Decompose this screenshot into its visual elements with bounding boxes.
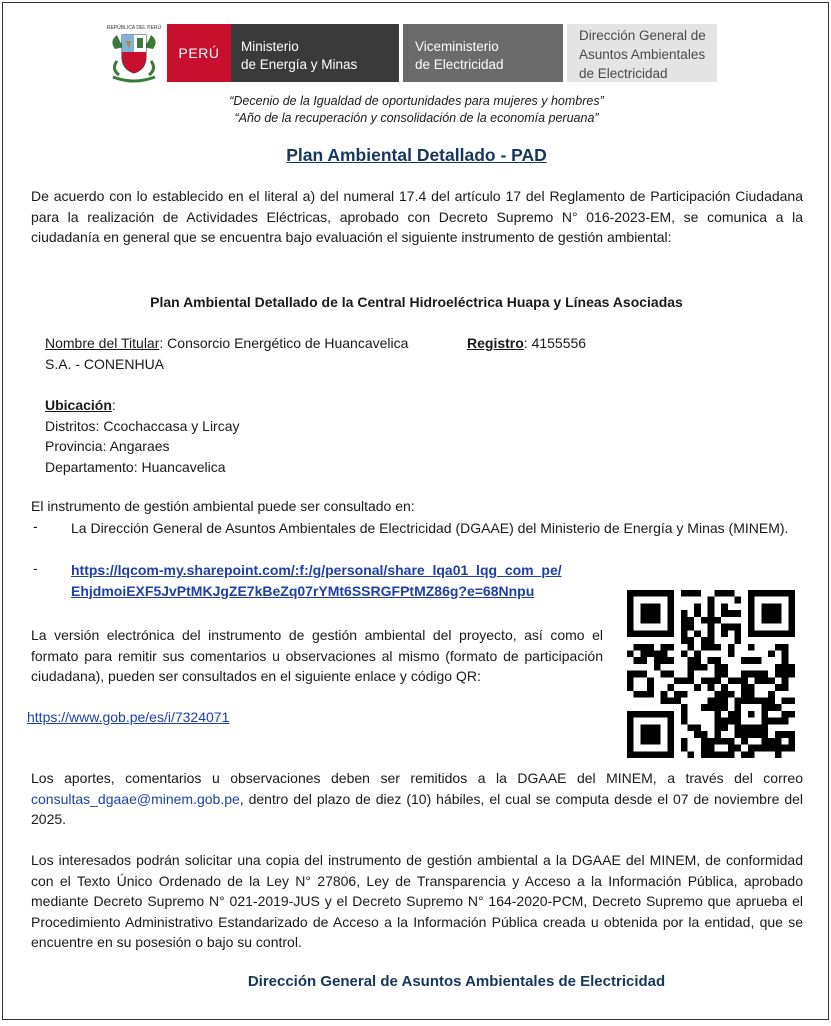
titular-value-2: S.A. - CONENHUA <box>45 355 165 372</box>
titular-value-1: Consorcio Energético de Huancavelica <box>167 335 409 351</box>
slogan-1: “Decenio de la Igualdad de oportunidades para mujeres y hombres” <box>229 94 604 108</box>
aportes-text-2: , dentro del plazo de diez (10) hábiles, el cual se computa desde el 07 de noviembre del 2025. <box>31 790 803 827</box>
gob-link[interactable]: https://www.gob.pe/es/i/7324071 <box>27 709 230 725</box>
peru-label: PERÚ <box>167 24 231 82</box>
vice-line2: de Electricidad <box>415 57 504 72</box>
header <box>105 21 717 85</box>
viceministry-block <box>403 24 563 82</box>
consult-item-1: La Dirección General de Asuntos Ambientales de Electricidad (DGAAE) del Ministerio de Energía y Minas (MINEM). <box>71 520 789 536</box>
registro-block: Registro: 4155556 <box>467 335 587 351</box>
electronic-paragraph: La versión electrónica del instrumento de gestión ambiental del proyecto, así como el formato para remitir sus comentarios u observaciones al mismo (formato de participación ciudadana), pueden ser consultados en el siguiente enlace y código QR: <box>31 627 603 684</box>
sharepoint-link-line2: EhjdmoiEXF5JvPtMKJgZE7kBeZq07rYMt6SSRGFPtMZ86g?e=68Nnpu <box>71 582 535 599</box>
dg-line1: Dirección General de <box>579 28 706 43</box>
ubicacion-block: Ubicación: Distritos: Ccochaccasa y Lircay Provincia: Angaraes Departamento: Huancavelica <box>45 397 240 475</box>
qr-code-icon <box>627 589 795 759</box>
dg-line2: Asuntos Ambientales <box>579 47 706 62</box>
direction-block <box>567 24 717 82</box>
vice-line1: Viceministerio <box>415 39 499 54</box>
intro-paragraph: De acuerdo con lo establecido en el literal a) del numeral 17.4 del artículo 17 del Reglamento de Participación Ciudadana para la realización de Actividades Eléctricas, aprobado con Decreto Supremo N° 016-2023-EM, se comunica a la ciudadanía en general que se encuentra bajo evaluación el siguiente instrumento de gestión ambiental: <box>31 188 803 245</box>
aportes-text-1: Los aportes, comentarios u observaciones deben ser remitidos a la DGAAE del MINEM, a través del correo <box>31 770 803 786</box>
ministry-block <box>231 24 399 82</box>
sharepoint-link[interactable] <box>71 562 562 599</box>
registro-label: Registro <box>467 335 524 351</box>
provincia: Provincia: Angaraes <box>45 438 170 454</box>
registro-value: 4155556 <box>531 335 587 351</box>
dg-line3: de Electricidad <box>579 66 668 81</box>
email-link[interactable]: consultas_dgaae@minem.gob.pe <box>31 790 240 807</box>
document-page <box>2 2 829 1020</box>
footer-signature: Dirección General de Asuntos Ambientales de Electricidad <box>247 973 666 990</box>
consult-intro: El instrumento de gestión ambiental puede ser consultado en: <box>31 498 415 514</box>
sharepoint-link-line1: https://lqcom-my.sharepoint.com/:f:/g/personal/share_lqa01_lqg_com_pe/ <box>71 562 562 578</box>
departamento: Departamento: Huancavelica <box>45 458 226 475</box>
ministry-line1: Ministerio <box>241 39 299 54</box>
titular-label: Nombre del Titular <box>45 335 160 351</box>
bullet-dash: - <box>33 518 38 534</box>
page-title: Plan Ambiental Detallado - PAD <box>286 145 547 165</box>
slogans <box>3 93 830 127</box>
ministry-line2: de Energía y Minas <box>241 57 358 72</box>
distritos: Distritos: Ccochaccasa y Lircay <box>45 417 240 434</box>
copia-paragraph: Los interesados podrán solicitar una copia del instrumento de gestión ambiental a la DGAAE del MINEM, de conformidad con el Texto Único Ordenado de la Ley N° 27806, Ley de Transparencia y Acceso a la Información Pública, aprobado mediante Decreto Supremo N° 021-2019-JUS y el Decreto Supremo N° 164-2020-PCM, Decreto Supremo que aprueba el Procedimiento Administrativo Estandarizado de Acceso a la Información Pública creada u obtenida por la entidad, que se encuentre en su posesión o bajo su control. <box>31 852 803 950</box>
crest-text: REPÚBLICA DEL PERÚ <box>106 25 162 31</box>
slogan-2: “Año de la recuperación y consolidación de la economía peruana” <box>234 111 599 125</box>
consult-link-wrap <box>71 560 631 601</box>
gob-link-wrap <box>27 707 229 728</box>
titular-block: Nombre del Titular: Consorcio Energético de Huancavelica S.A. - CONENHUA <box>45 335 409 372</box>
aportes-paragraph <box>31 768 803 830</box>
coat-of-arms-icon <box>105 21 163 85</box>
bullet-dash: - <box>33 560 38 576</box>
page-title-wrap <box>3 145 830 166</box>
ubicacion-label: Ubicación <box>45 397 112 413</box>
project-title: Plan Ambiental Detallado de la Central Hidroeléctrica Huapa y Líneas Asociadas <box>150 294 683 310</box>
